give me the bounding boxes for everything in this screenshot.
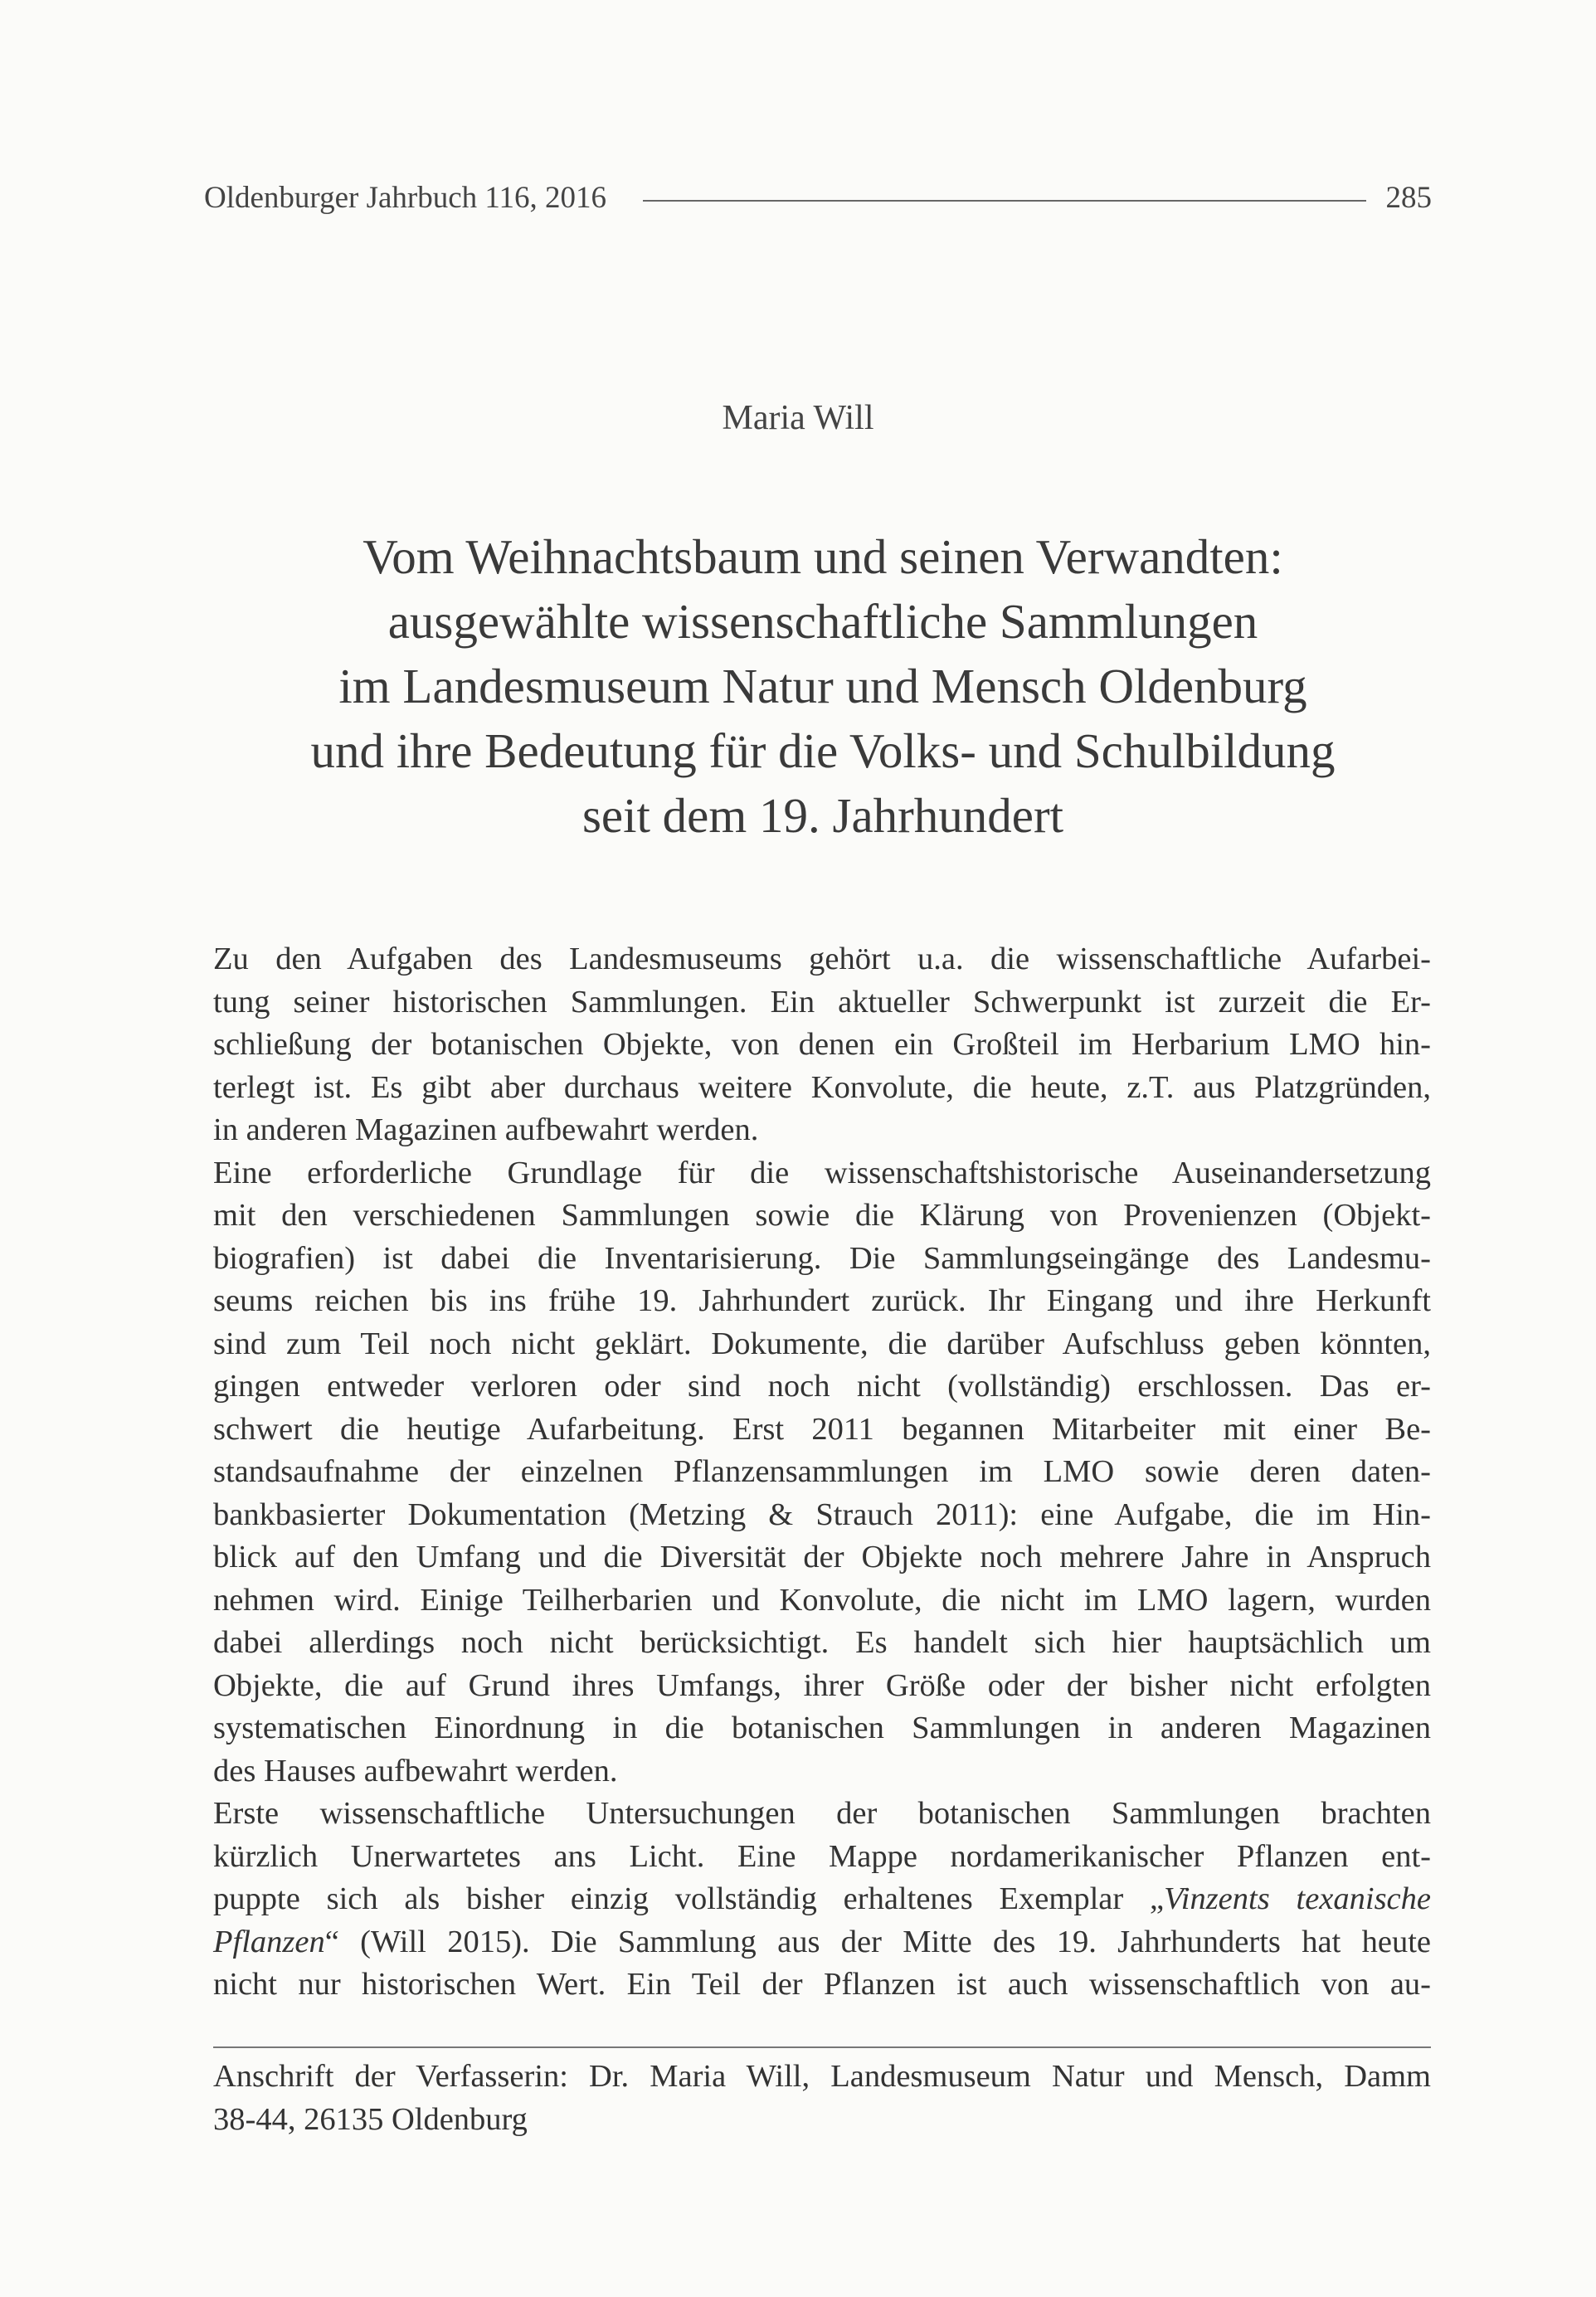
body-text-run: puppte sich als bisher einzig vollständig erhaltenes Exemplar „ [213, 1881, 1165, 1916]
body-line: systematischen Einordnung in die botanischen Sammlungen in anderen Magazinen [213, 1711, 1431, 1745]
body-line: blick auf den Umfang und die Diversität der Objekte noch mehrere Jahre in Anspruch [213, 1540, 1431, 1574]
body-line: tung seiner historischen Sammlungen. Ein aktueller Schwerpunkt ist zurzeit die Er- [213, 984, 1431, 1020]
body-line: Eine erforderliche Grundlage für die wissenschaftshistorische Auseinandersetzung [213, 1155, 1431, 1190]
header-rule [643, 200, 1365, 202]
body-line [213, 1878, 1431, 1921]
running-header [204, 173, 1432, 222]
body-text-run: “ (Will 2015). Die Sammlung aus der Mitte des 19. Jahrhunderts hat heute [324, 1924, 1431, 1959]
footnote [213, 2056, 1431, 2141]
author-name: Maria Will [722, 399, 874, 437]
body-line: standsaufnahme der einzelnen Pflanzensammlungen im LMO sowie deren daten- [213, 1454, 1431, 1489]
body-line: biografien) ist dabei die Inventarisierung. Die Sammlungseingänge des Landesmu- [213, 1240, 1431, 1276]
body-line: dabei allerdings noch nicht berücksichtigt. Es handelt sich hier hauptsächlich um [213, 1625, 1431, 1660]
footnote-rule [213, 2046, 1431, 2048]
body-line: schwert die heutige Aufarbeitung. Erst 2011 begannen Mitarbeiter mit einer Be- [213, 1411, 1431, 1447]
footnote-line: 38-44, 26135 Oldenburg [213, 2101, 528, 2137]
body-line: sind zum Teil noch nicht geklärt. Dokumente, die darüber Aufschluss geben könnten, [213, 1326, 1431, 1361]
title-line: und ihre Bedeutung für die Volks- und Schulbildung [310, 723, 1336, 778]
body-line: terlegt ist. Es gibt aber durchaus weitere Konvolute, die heute, z.T. aus Platzgründen, [213, 1069, 1431, 1105]
title-line: seit dem 19. Jahrhundert [581, 788, 1064, 843]
body-line [213, 1921, 1431, 1964]
body-line: schließung der botanischen Objekte, von denen ein Großteil im Herbarium LMO hin- [213, 1027, 1431, 1062]
body-text [213, 938, 1431, 2007]
title-line: Vom Weihnachtsbaum und seinen Verwandten: [363, 529, 1283, 584]
body-line: kürzlich Unerwartetes ans Licht. Eine Mappe nordamerikanischer Pflanzen ent- [213, 1838, 1431, 1874]
body-line: seums reichen bis ins frühe 19. Jahrhundert zurück. Ihr Eingang und ihre Herkunft [213, 1283, 1431, 1318]
body-line: Objekte, die auf Grund ihres Umfangs, ihrer Größe oder der bisher nicht erfolgten [213, 1667, 1431, 1703]
italic-title-run: Vinzents texanische [1164, 1881, 1431, 1916]
journal-title: Oldenburger Jahrbuch 116, 2016 [204, 180, 607, 215]
italic-title-run: Pflanzen [213, 1924, 325, 1959]
body-line: nicht nur historischen Wert. Ein Teil der Pflanzen ist auch wissenschaftlich von au- [213, 1967, 1431, 2002]
page-number: 285 [1385, 180, 1432, 215]
body-line: Zu den Aufgaben des Landesmuseums gehört u.a. die wissenschaftliche Aufarbei- [213, 942, 1431, 976]
title-line: ausgewählte wissenschaftliche Sammlungen [387, 594, 1258, 649]
body-line: nehmen wird. Einige Teilherbarien und Konvolute, die nicht im LMO lagern, wurden [213, 1582, 1431, 1618]
footnote-line: Anschrift der Verfasserin: Dr. Maria Will, Landesmuseum Natur und Mensch, Damm [213, 2059, 1431, 2094]
body-line: Erste wissenschaftliche Untersuchungen der botanischen Sammlungen brachten [213, 1796, 1431, 1831]
article-title [166, 524, 1480, 848]
body-line: bankbasierter Dokumentation (Metzing & Strauch 2011): eine Aufgabe, die im Hin- [213, 1496, 1431, 1532]
body-line: des Hauses aufbewahrt werden. [213, 1753, 618, 1788]
body-line: in anderen Magazinen aufbewahrt werden. [213, 1112, 759, 1147]
body-line: mit den verschiedenen Sammlungen sowie die Klärung von Provenienzen (Objekt- [213, 1198, 1431, 1233]
title-line: im Landesmuseum Natur und Mensch Oldenburg [338, 659, 1307, 713]
body-line: gingen entweder verloren oder sind noch nicht (vollständig) erschlossen. Das er- [213, 1369, 1431, 1404]
